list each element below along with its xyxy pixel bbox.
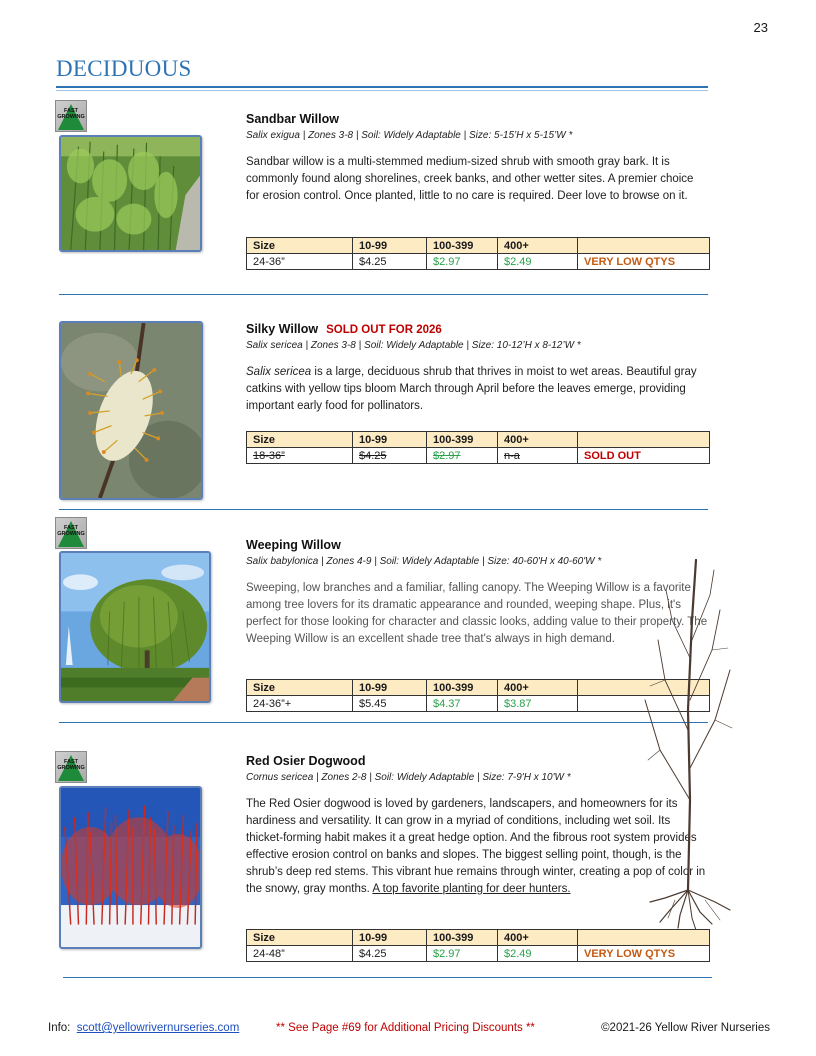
price-cell: $4.25 [353, 254, 427, 270]
header-size: Size [247, 930, 353, 946]
size-cell: 24-48” [247, 946, 353, 962]
silky-willow-photo [59, 321, 203, 500]
price-cell: $2.97 [427, 254, 498, 270]
header-note [578, 432, 710, 448]
price-cell: $2.49 [498, 254, 578, 270]
title-rule-thin [56, 90, 708, 91]
price-cell: $3.87 [498, 696, 578, 712]
price-cell: $2.97 [427, 448, 498, 464]
header-size: Size [247, 432, 353, 448]
section-divider [59, 722, 708, 723]
price-cell: n-a [498, 448, 578, 464]
fast-growing-badge-icon: FAST GROWING [55, 100, 87, 132]
header-10-99: 10-99 [353, 238, 427, 254]
availability-note: VERY LOW QTYS [578, 946, 710, 962]
page-number: 23 [753, 20, 768, 35]
header-400-plus: 400+ [498, 930, 578, 946]
price-cell: $2.49 [498, 946, 578, 962]
weeping-willow-photo [59, 551, 211, 703]
header-100-399: 100-399 [427, 432, 498, 448]
header-note [578, 238, 710, 254]
size-cell: 18-36” [247, 448, 353, 464]
price-cell: $5.45 [353, 696, 427, 712]
plant-spec: Salix sericea | Zones 3-8 | Soil: Widely Adaptable | Size: 10-12’H x 8-12’W * [246, 340, 581, 351]
sold-out-note: SOLD OUT FOR 2026 [326, 324, 442, 336]
contact-email-link[interactable]: scott@yellowrivernurseries.com [76, 1022, 240, 1034]
plant-description: Sandbar willow is a multi-stemmed medium-sized shrub with smooth gray bark. It is commonly found along shorelines, creek banks, and other wetter sites. A premier choice for erosion control. Once planted, little to no care is required. Deer love to browse on it. [246, 156, 694, 202]
price-table [246, 237, 710, 270]
plant-description: Sweeping, low branches and a familiar, falling canopy. The Weeping Willow is a favorite among tree lovers for its dramatic appearance and rounded, weeping shape. Plus, it's perfect for those looking for character and classic looks, adding value to their property. The Weeping Willow is an excellent shade tree that's always in high demand. [246, 582, 708, 645]
header-100-399: 100-399 [427, 238, 498, 254]
title-rule [56, 86, 708, 88]
bare-root-tree-illustration [620, 550, 740, 930]
plant-name: Silky Willow [246, 322, 319, 336]
header-10-99: 10-99 [353, 930, 427, 946]
header-100-399: 100-399 [427, 930, 498, 946]
price-cell: $4.37 [427, 696, 498, 712]
copyright: ©2021-26 Yellow River Nurseries [601, 1022, 770, 1034]
header-100-399: 100-399 [427, 680, 498, 696]
plant-spec: Salix babylonica | Zones 4-9 | Soil: Widely Adaptable | Size: 40-60'H x 40-60'W * [246, 556, 602, 567]
availability-note: SOLD OUT [578, 448, 710, 464]
size-cell: 24-36”+ [247, 696, 353, 712]
species-italic: Salix sericea [246, 366, 312, 378]
deer-hunters-note: A top favorite planting for deer hunters. [372, 883, 571, 895]
section-divider [59, 509, 708, 510]
plant-spec: Cornus sericea | Zones 2-8 | Soil: Widely Adaptable | Size: 7-9'H x 10'W * [246, 772, 571, 783]
header-400-plus: 400+ [498, 680, 578, 696]
header-size: Size [247, 238, 353, 254]
section-divider [59, 294, 708, 295]
price-table [246, 431, 710, 464]
size-cell: 24-36” [247, 254, 353, 270]
section-divider [63, 977, 712, 978]
header-400-plus: 400+ [498, 238, 578, 254]
price-row [247, 946, 710, 962]
fast-growing-badge-icon: FAST GROWING [55, 517, 87, 549]
header-10-99: 10-99 [353, 680, 427, 696]
plant-name-row [246, 320, 716, 338]
red-osier-dogwood-photo [59, 786, 202, 949]
price-cell: $4.25 [353, 946, 427, 962]
price-row [247, 448, 710, 464]
plant-spec: Salix exigua | Zones 3-8 | Soil: Widely Adaptable | Size: 5-15’H x 5-15’W * [246, 130, 573, 141]
availability-note: VERY LOW QTYS [578, 254, 710, 270]
plant-description: Salix sericea is a large, deciduous shrub that thrives in moist to wet areas. Beautiful gray catkins with yellow tips bloom March through April before the leaves emerge, providing important early food for pollinators. [246, 366, 697, 412]
plant-name: Weeping Willow [246, 538, 341, 552]
price-cell: $2.97 [427, 946, 498, 962]
header-10-99: 10-99 [353, 432, 427, 448]
header-note [578, 930, 710, 946]
price-cell: $4.25 [353, 448, 427, 464]
price-table [246, 929, 710, 962]
header-400-plus: 400+ [498, 432, 578, 448]
sandbar-willow-photo [59, 135, 202, 252]
section-title: DECIDUOUS [56, 56, 192, 81]
price-row [247, 254, 710, 270]
plant-name: Sandbar Willow [246, 112, 339, 126]
fast-growing-badge-icon: FAST GROWING [55, 751, 87, 783]
plant-name: Red Osier Dogwood [246, 754, 366, 768]
plant-description: The Red Osier dogwood is loved by gardeners, landscapers, and homeowners for its hardiness and versatility. It can grow in a myriad of conditions, including wet soil. Its thicket-forming habit makes it a great hedge option. And the fibrous root system provides effective erosion control on banks and slopes. The biggest selling point, though, is the shrub’s deep red stems. This vibrant hue remains through winter, creating a pop of color in the snowy, gray months. A top favorite planting for deer hunters. [246, 798, 706, 895]
footer-info: Info: scott@yellowrivernurseries.com [48, 1022, 240, 1034]
pricing-discount-note: ** See Page #69 for Additional Pricing Discounts ** [276, 1022, 535, 1034]
header-size: Size [247, 680, 353, 696]
